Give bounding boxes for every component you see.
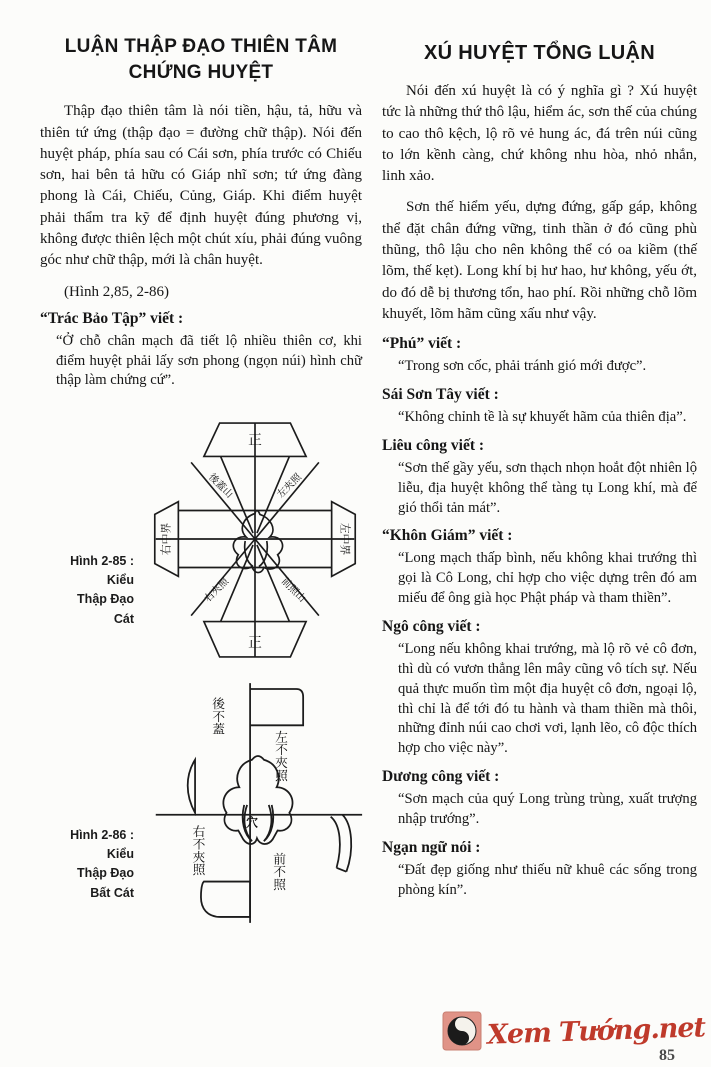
quote-ngan-ngu: “Đất đẹp giống như thiếu nữ khuê các sống trong phòng kín”. [398,861,697,898]
label-bottom: 正 [248,635,262,652]
bottom-block [201,882,250,917]
right-column [382,30,697,931]
figure-2-85-art [142,415,368,663]
right-column-title: XÚ HUYỆT TỔNG LUẬN [424,42,655,64]
source-heading-trac-bao-tap: “Trác Bảo Tập” viết : [40,309,184,327]
left-column [40,30,362,931]
source-heading-khon-giam: “Khôn Giám” viết : [382,527,513,545]
caption-line: Kiểu [106,573,134,588]
quote-lieu-cong: “Sơn thế gầy yếu, sơn thạch nhọn hoắt đột nhiên lộ liễu, địa huyệt không thể tàng tụ Long khí, mà để gió thổi tản mát”. [398,459,697,516]
source-heading-sai-son-tay: Sái Sơn Tây viết : [382,386,499,404]
label-bottom-right: 前不照 [270,852,286,891]
left-column-title: LUẬN THẬP ĐẠO THIÊN TÂM CHỨNG HUYỆT [64,36,338,83]
figure-2-86-caption [40,826,142,904]
caption-line: Kiểu [106,847,134,862]
label-bottom-left: 右不夾照 [189,824,205,876]
source-heading-phu: “Phú” viết : [382,335,462,353]
caption-line: Thập Đạo [77,592,134,607]
quote-ngo-cong: “Long nếu không khai trướng, mà lộ rõ vẻ cô đơn, thì dù có vươn thẳng lên mây cũng vô tích sự. Nếu quả thực muốn tìm một địa huyệt cô đơn, ngoại lộ, thì chỉ là để tới đó tu hành và tham thiền mà thôi, những đỉnh núi cao chơi vơi, lạnh lẽo, cô độc thích hợp cho việc này”. [398,641,697,757]
source-heading-ngo-cong: Ngô công viết : [382,618,481,636]
right-hook [331,815,352,872]
label-center-point: 穴 [246,815,258,830]
right-paragraph-2: Sơn thế hiểm yếu, dựng đứng, gấp gáp, không thể đặt chân đứng vững, tinh thần ở đó cũng phù thũng, thô lậu cho nên không thể có oa kiềm (thế lõm, thế kẹt). Long khí bị hư hao, hư không, yếu ớt, do đó dễ bị thương tổn, hao phí. Rồi những chỗ lõm khuyết, lõm hãm cũng xấu như vậy. [382,199,697,322]
figure-2-86 [40,669,362,931]
source-heading-duong-cong: Dương công viết : [382,768,500,786]
quote-khon-giam: “Long mạch thấp bình, nếu không khai trướng thì gọi là Cô Long, chỉ hợp cho việc dựng trên đó am miếu để ông già học Phật pháp và tham thiền”. [398,550,697,607]
site-watermark [442,1011,705,1051]
label-left-arm: 右中界 [159,522,173,556]
source-heading-ngan-ngu: Ngạn ngữ nói : [382,838,481,856]
caption-line: Bất Cát [90,885,134,900]
figure-2-85 [40,415,362,663]
source-heading-lieu-cong: Liêu công viết : [382,436,485,454]
label-right-arm: 左中界 [338,522,352,556]
left-paragraph-1: Thập đạo thiên tâm là nói tiền, hậu, tả, hữu và thiên tứ ứng (thập đạo = đường chữ thập). Nói đến huyệt pháp, phía sau có Cái sơn, phía trước có Chiếu sơn, hai bên tả hữu có Giáp nhĩ sơn; tứ ứng đàng phong là Cái, Chiếu, Củng, Giáp. Khi điểm huyệt phải thẩm tra kỹ để định huyệt đúng phương vị, không được thiên lệch một chút xíu, phải đúng vuông góc như chữ thập, mới là chân huyệt. [40,103,362,269]
label-diagonal-top-right: 左夾照 [275,472,304,501]
label-diagonal-bottom-left: 右夾照 [202,576,232,605]
caption-line: Hình 2-86 : [70,827,134,842]
label-top-right: 左不夾照 [272,730,288,782]
watermark-text: Xem Tướng.net [486,1011,706,1051]
left-sliver [188,760,195,813]
yin-yang-icon [442,1011,482,1051]
cross-diagram-inauspicious [142,669,368,931]
label-diagonal-top-left: 後蓋山 [206,472,235,501]
label-top: 正 [248,432,262,449]
figure-reference: (Hình 2,85, 2-86) [64,283,169,300]
page-number: 85 [659,1047,675,1064]
caption-line: Hình 2-85 : [70,553,134,568]
caption-line: Thập Đạo [77,866,134,881]
quote-sai-son-tay: “Không chỉnh tề là sự khuyết hãm của thiên địa”. [398,409,687,426]
figure-2-85-caption [40,552,142,630]
quote-trac-bao-tap: “Ở chỗ chân mạch đã tiết lộ nhiều thiên cơ, khi điểm huyệt phải lấy sơn phong (ngọn núi) hình chữ thập làm chứng cứ”. [56,332,362,389]
figure-2-86-art [142,669,368,931]
top-block [250,689,303,725]
right-paragraph-1: Nói đến xú huyệt là có ý nghĩa gì ? Xú huyệt tức là những thứ thô lậu, hiểm ác, sơn thế của chúng to cao thô kệch, lộ rõ vẻ hung ác, đá trên núi cũng to lớn kềnh càng, chứ không nhu hòa, nhỏ nhắn, linh xảo. [382,83,697,185]
quote-duong-cong: “Sơn mạch của quý Long trùng trùng, xuất trượng nhập trướng”. [398,791,697,827]
label-top-left: 後不蓋 [209,697,225,736]
label-diagonal-bottom-right: 前照山 [278,576,308,605]
cross-diagram-auspicious [142,415,368,663]
quote-phu: “Trong sơn cốc, phải tránh gió mới được”. [398,358,647,375]
caption-line: Cát [113,611,134,626]
